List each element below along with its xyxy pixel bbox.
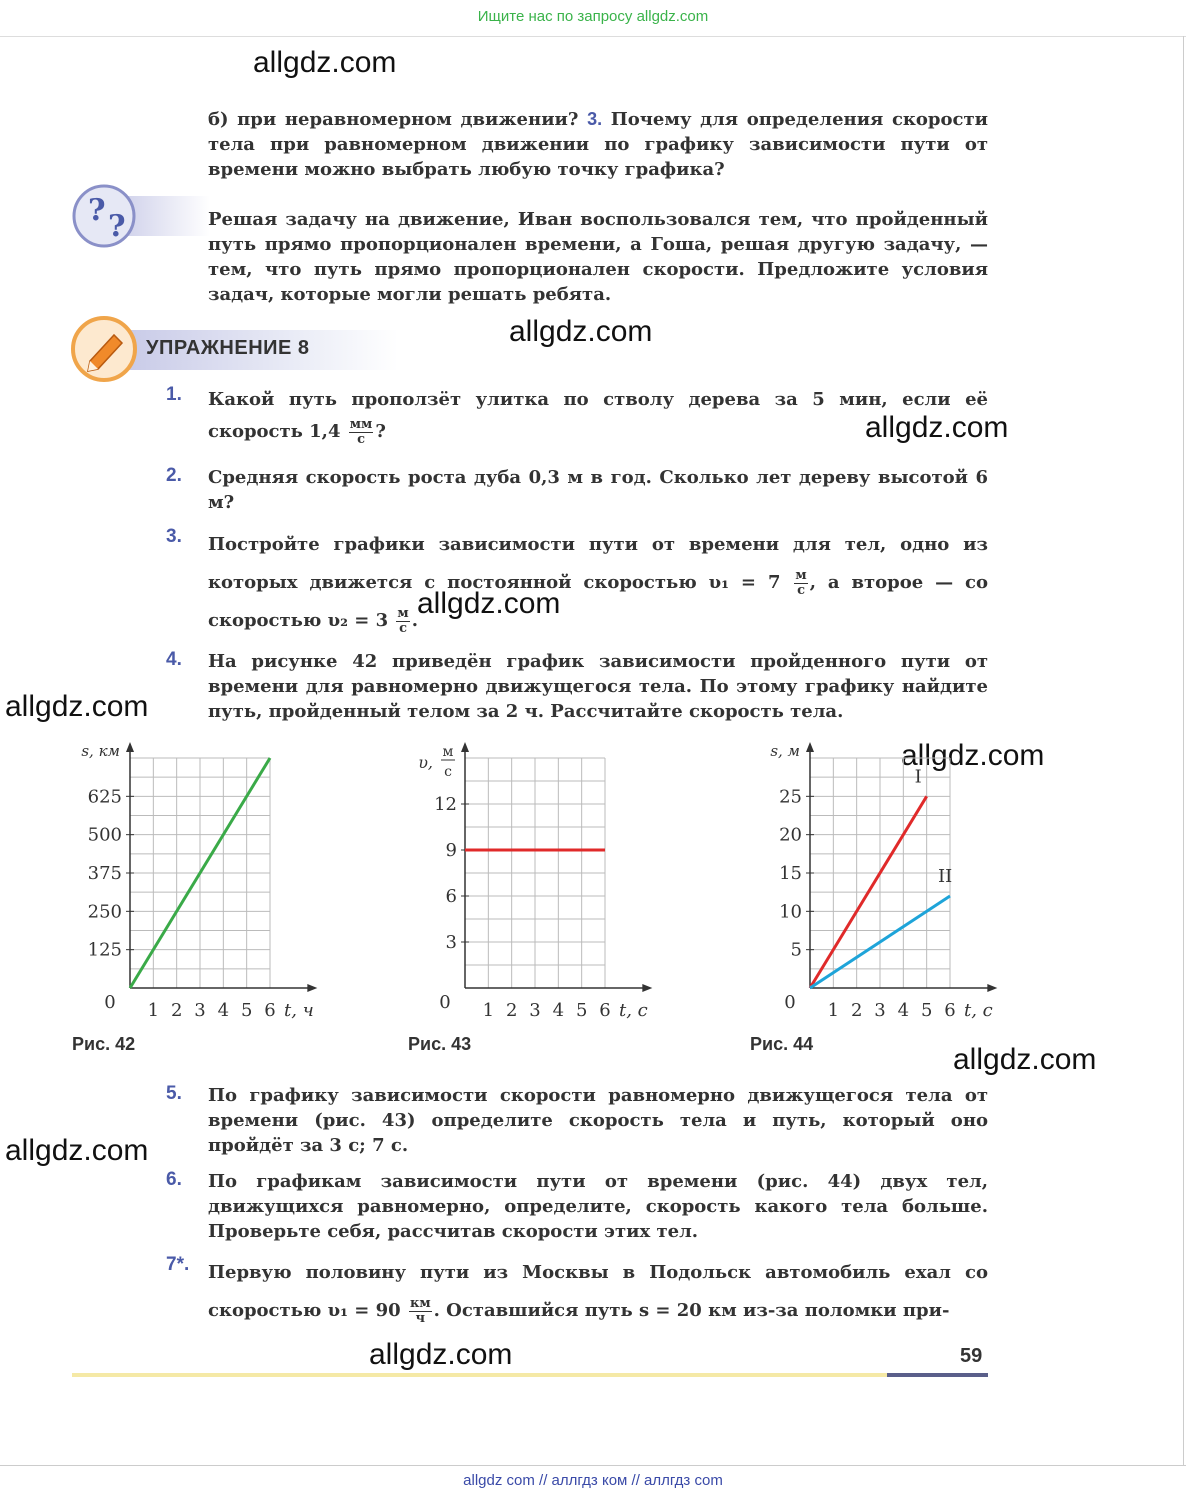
unit-denominator: ч [415, 1310, 426, 1326]
watermark: allgdz.com [953, 1043, 1097, 1076]
y-tick-label: 250 [87, 901, 122, 923]
origin-label: 0 [104, 992, 116, 1013]
page-bottom-edge [0, 1465, 1186, 1466]
y-axis-unit-numerator: м [442, 744, 454, 760]
task-text: , а второе — со скоростью υ₂ = 3 [208, 572, 988, 631]
unit-numerator: км [409, 1295, 431, 1311]
intro-text: б) при неравномерном движении? [208, 109, 579, 130]
x-tick-label: 3 [194, 1000, 206, 1021]
x-tick-label: 2 [170, 1000, 183, 1021]
figure-44-caption: Рис. 44 [750, 1034, 814, 1054]
watermark: allgdz.com [901, 739, 1045, 772]
y-axis-unit-denominator: с [444, 764, 452, 780]
watermark: allgdz.com [509, 315, 653, 348]
task-6-text: По графикам зависимости пути от времени (рис. 44) двух тел, движущихся равномерно, определите, скорость какого тела больше. Проверьте себя, рассчитав скорости этих тел. [208, 1171, 988, 1242]
y-tick-label: 375 [87, 863, 122, 884]
figure-42-caption: Рис. 42 [72, 1034, 136, 1054]
svg-text:?: ? [108, 209, 126, 244]
task-5-text: По графику зависимости скорости равномерно движущегося тела от времени (рис. 43) определите скорость тела и путь, который оно пройдёт за 3 с; 7 с. [208, 1085, 988, 1156]
origin-label: 0 [439, 992, 451, 1013]
y-tick-label: 3 [445, 932, 457, 953]
x-tick-label: 4 [217, 1000, 230, 1021]
pencil-icon [70, 315, 140, 383]
task-number: 4. [166, 649, 182, 670]
unit-fraction [409, 1297, 432, 1326]
task-number: 2. [166, 465, 182, 486]
top-divider [0, 36, 1186, 37]
figure-42-chart [60, 738, 330, 1028]
unit-fraction [396, 607, 409, 636]
unit-denominator: с [399, 620, 408, 636]
watermark: allgdz.com [253, 46, 397, 79]
task-4-text: На рисунке 42 приведён график зависимости пройденного пути от времени для равномерно движущегося тела. По этому графику найдите путь, пройденный телом за 2 ч. Рассчитайте скорость тела. [208, 651, 988, 722]
watermark: allgdz.com [865, 411, 1009, 444]
x-tick-label: 1 [482, 1000, 495, 1021]
unit-denominator: с [797, 582, 806, 598]
task-2-text: Средняя скорость роста дуба 0,3 м в год. Сколько лет дереву высотой 6 м? [208, 467, 988, 513]
footer-rule [72, 1373, 887, 1377]
y-tick-label: 6 [445, 886, 457, 907]
watermark: allgdz.com [417, 587, 561, 620]
y-axis-arrow [126, 742, 134, 752]
x-tick-label: 3 [874, 1000, 886, 1021]
page-number: 59 [960, 1345, 983, 1367]
unit-numerator: мм [349, 416, 373, 432]
intro-paragraph [208, 107, 988, 182]
y-tick-label: 9 [445, 840, 457, 861]
top-banner[interactable]: Ищите нас по запросу allgdz.com [477, 8, 709, 25]
question-text: Почему для определения скорости тела при равномерном движении по графику зависимости пути от времени можно выбрать любую точку графика? [208, 109, 988, 180]
figure-44-chart [740, 738, 1010, 1028]
x-tick-label: 6 [944, 1000, 956, 1021]
origin-label: 0 [784, 992, 796, 1013]
figure-43-caption: Рис. 43 [408, 1034, 472, 1054]
y-tick-label: 10 [779, 901, 802, 923]
unit-numerator: м [397, 605, 409, 621]
x-axis-label: t, с [619, 1000, 648, 1021]
y-tick-label: 15 [779, 863, 802, 884]
x-tick-label: 4 [897, 1000, 910, 1021]
x-tick-label: 6 [264, 1000, 276, 1021]
task-7-text [208, 1254, 988, 1330]
y-tick-label: 500 [87, 824, 122, 846]
task-number: 7*. [166, 1254, 190, 1275]
y-tick-label: 625 [87, 786, 122, 808]
x-tick-label: 5 [920, 1000, 933, 1021]
task-number: 1. [166, 384, 182, 405]
unit-numerator: м [795, 567, 807, 583]
task-1-text [208, 384, 988, 448]
x-axis-arrow [987, 984, 997, 992]
task-number: 6. [166, 1169, 182, 1190]
task-text: ? [375, 421, 386, 442]
task-text: Какой путь проползёт улитка по стволу дерева за 5 мин, если её скорость 1,4 [208, 389, 988, 442]
watermark: allgdz.com [5, 690, 149, 723]
unit-fraction [349, 418, 374, 447]
x-tick-label: 6 [599, 1000, 611, 1021]
watermark: allgdz.com [5, 1134, 149, 1167]
footer-rule-accent [887, 1373, 988, 1377]
y-axis-arrow [806, 742, 814, 752]
figure-43-chart [395, 738, 665, 1028]
x-tick-label: 2 [850, 1000, 863, 1021]
x-axis-arrow [642, 984, 652, 992]
y-axis-label: υ, [418, 753, 433, 772]
page-right-edge [1183, 36, 1184, 1466]
series-label: II [938, 866, 953, 887]
question-marks-icon [68, 182, 144, 250]
task-text: Постройте графики зависимости пути от времени для тел, одно из которых движется с постоянной скоростью υ₁ = 7 [208, 534, 988, 593]
y-tick-label: 125 [87, 939, 122, 961]
task-number: 5. [166, 1083, 182, 1104]
exercise-title: УПРАЖНЕНИЕ 8 [146, 337, 310, 359]
x-axis-label: t, с [964, 1000, 993, 1021]
x-tick-label: 1 [827, 1000, 840, 1021]
y-axis-arrow [461, 742, 469, 752]
x-axis-arrow [307, 984, 317, 992]
x-tick-label: 5 [575, 1000, 588, 1021]
task-number: 3. [166, 526, 182, 547]
unit-denominator: с [357, 431, 365, 447]
task-text: . Оставшийся путь s = 20 км из-за поломки при- [433, 1300, 950, 1321]
series-label: I [914, 766, 922, 788]
unit-fraction [794, 569, 807, 598]
svg-text:?: ? [88, 193, 106, 228]
watermark: allgdz.com [369, 1338, 513, 1371]
footer-links[interactable]: allgdz com // аллгдз ком // аллгдз com [463, 1472, 723, 1489]
y-tick-label: 20 [779, 824, 802, 846]
y-axis-label: s, км [81, 742, 120, 760]
y-tick-label: 5 [790, 939, 802, 961]
question-number: 3. [587, 109, 603, 129]
x-tick-label: 2 [505, 1000, 518, 1021]
x-tick-label: 5 [240, 1000, 253, 1021]
y-tick-label: 25 [779, 786, 802, 808]
y-axis-label: s, м [770, 742, 800, 760]
x-tick-label: 3 [529, 1000, 541, 1021]
x-tick-label: 4 [552, 1000, 565, 1021]
y-tick-label: 12 [434, 794, 457, 815]
x-tick-label: 1 [147, 1000, 160, 1021]
think-paragraph: Решая задачу на движение, Иван воспользовался тем, что пройденный путь прямо пропорционален времени, а Гоша, решая другую задачу, — тем, что путь прямо пропорционален скорости. Предложите условия задач, которые могли решать ребята. [208, 209, 988, 305]
task-text: Первую половину пути из Москвы в Подольск автомобиль ехал со скоростью υ₁ = 90 [208, 1262, 988, 1321]
task-3-text [208, 526, 988, 640]
x-axis-label: t, ч [284, 1000, 314, 1021]
task-text: . [411, 610, 418, 631]
